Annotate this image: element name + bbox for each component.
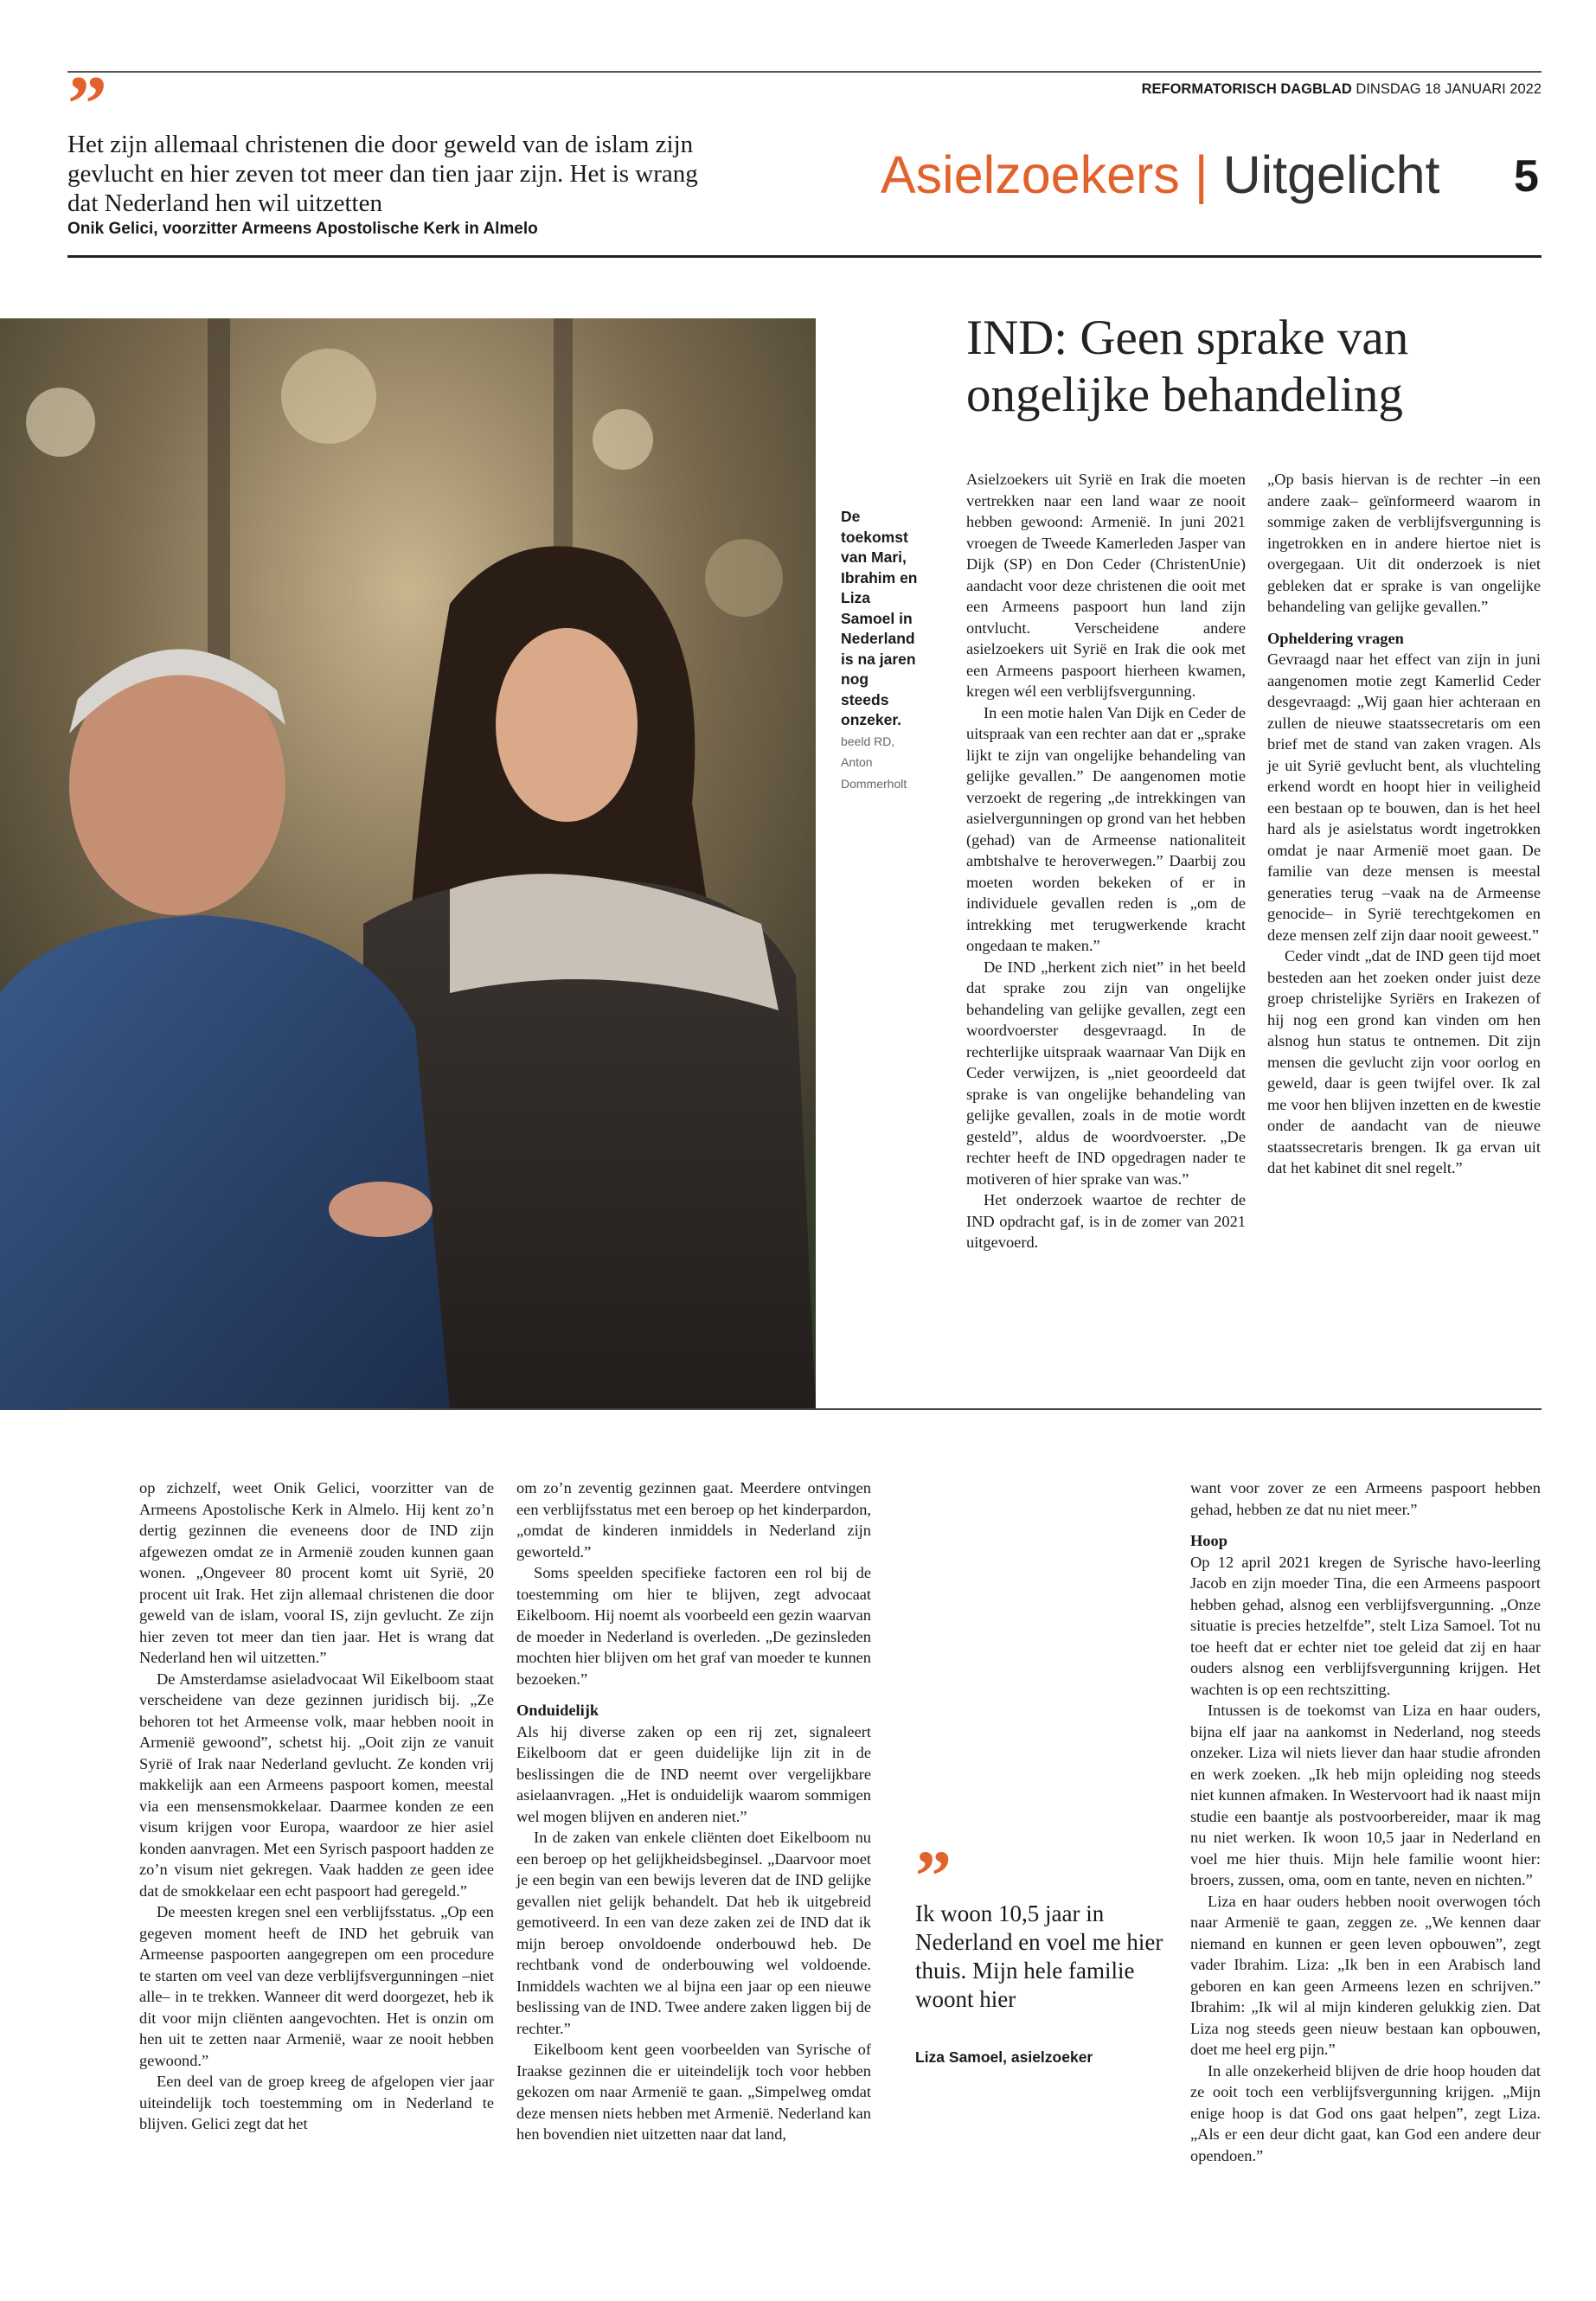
paragraph: Een deel van de groep kreeg de afgelopen vier jaar uiteindelijk toch toestemming om in Nederland te blijven. Gelici zegt dat het bbox=[139, 2073, 494, 2132]
pullquote-mark-icon: ” bbox=[915, 1836, 952, 1917]
top-rule bbox=[67, 71, 1542, 73]
paragraph: In een motie halen Van Dijk en Ceder de uitspraak van een rechter aan dat er „sprake lijkt te zijn van ongelijke behandeling van gelijke gevallen.” De aangenomen motie verzoekt de regering „de intrekkingen van asielvergunningen op grond van het hebben (gehad) van de Armeense nationaliteit ambtshalve te heroverwegen.” Daarbij zou moeten worden bekeken of er in individuele gevallen reden is „om de intrekking met terugwerkende kracht ongedaan te maken.” bbox=[966, 703, 1246, 954]
paragraph: Eikelboom kent geen voorbeelden van Syrische of Iraakse gezinnen die er uiteindelijk toch voor hebben gekozen om naar Armenië te gaan. „Simpelweg omdat deze mensen niets hebben met Armenië. Nederland kan hen bovendien niet uitzetten naar dat land, bbox=[516, 2041, 871, 2143]
issue-date: DINSDAG 18 JANUARI 2022 bbox=[1356, 81, 1542, 97]
paragraph: Intussen is de toekomst van Liza en haar ouders, bijna elf jaar na aankomst in Nederland, nog steeds onzeker. Liza wil niets liever dan haar studie afronden en werk zoeken. „Ik heb mijn opleiding nog steeds niet kunnen afmaken. In Westervoort had ik naast mijn studie een baantje als postvoorbereider, maar ik mag nu niet werken. Ik woon 10,5 jaar in Nederland en voel me hier thuis. Mijn hele familie woont hier: broers, zussen, oma, oom en tante, neven en nichten.” bbox=[1190, 1702, 1541, 1888]
paragraph: op zichzelf, weet Onik Gelici, voorzitter van de Armeens Apostolische Kerk in Almelo. Hij kent zo’n dertig gezinnen die eveneens door de IND zijn afgewezen omdat ze in Armenië zouden kunnen gaan wonen. „Ongeveer 80 procent komt uit Syrië, 20 procent uit Irak. Het zijn allemaal christenen die door geweld van de islam, vooral IS, zijn gevlucht. Ze zijn hier zeven tot meer dan tien jaar. Het is wrang dat Nederland hen wil uitzetten.” bbox=[139, 1479, 494, 1666]
paragraph: In de zaken van enkele cliënten doet Eikelboom nu een beroep op het gelijkheidsbeginsel. „Daarvoor moet je een begin van een bewijs leveren dat de IND gelijke gevallen niet gelijk behandelt. Dat heb ik uitgebreid gemotiveerd. In een van deze zaken zei de IND dat ik mijn beroep onvoldoende onderbouwd heb. De rechtbank vond de onderbouwing wel voldoende. Inmiddels wachten we al bijna een jaar op een nieuwe beslissing van de IND. Twee andere zaken liggen bij de rechter.” bbox=[516, 1829, 871, 2037]
page-number: 5 bbox=[1514, 151, 1539, 202]
caption-text: De toekomst van Mari, Ibrahim en Liza Samoel in Nederland is na jaren nog steeds onzeker. bbox=[841, 508, 918, 728]
section-separator: | bbox=[1194, 145, 1208, 204]
paragraph: Het onderzoek waartoe de rechter de IND opdracht gaf, is in de zomer van 2021 uitgevoerd. bbox=[966, 1191, 1246, 1251]
paragraph: om zo’n zeventig gezinnen gaat. Meerdere ontvingen een verblijfsstatus met een beroep op het kinderpardon, „omdat de kinderen inmiddels in Nederland zijn geworteld.” bbox=[516, 1479, 871, 1561]
section-title bbox=[881, 144, 1439, 206]
publication-name: REFORMATORISCH DAGBLAD bbox=[1141, 81, 1352, 97]
main-col1 bbox=[139, 1477, 494, 2135]
section-name: Asielzoekers bbox=[881, 145, 1180, 204]
subheading: Hoop bbox=[1190, 1532, 1227, 1549]
paragraph: De IND „herkent zich niet” in het beeld dat sprake zou zijn van ongelijke behandeling van gelijke gevallen, zegt een woordvoerster desgevraagd. In de rechterlijke uitspraak waarnaar Van Dijk en Ceder verwijzen, is „niet geoordeeld dat sprake is van ongelijke behandeling van gelijke gevallen, zoals in de motie wordt gesteld”, aldus de woordvoerster. „De rechter heeft de IND opgedragen nader te motiveren of hier sprake van was.” bbox=[966, 958, 1246, 1188]
photo-credit: beeld RD, Anton Dommerholt bbox=[841, 734, 907, 791]
paragraph: De Amsterdamse asieladvocaat Wil Eikelboom staat verscheidene van deze gezinnen juridisch bij. „Ze behoren tot het Armeense volk, maar hebben nooit in Armenië gewoond”, schetst hij. „Ooit zijn ze vanuit Syrië of Irak naar Nederland gevlucht. Ze konden vrij makkelijk aan een Armeens paspoort komen, meestal via een mensensmokkelaar. Daarmee konden ze een visum krijgen voor Europa, waardoor ze hier asiel konden aanvragen. Met een Syrisch paspoort hadden ze zo’n visum niet gekregen. Vaak hadden ze geen idee dat de smokkelaar een echt paspoort had geregeld.” bbox=[139, 1670, 494, 1900]
subsection-name: Uitgelicht bbox=[1222, 145, 1440, 204]
section-divider bbox=[67, 1408, 1542, 1410]
paragraph: Soms speelden specifieke factoren een rol bij de toestemming om hier te blijven, zegt advocaat Eikelboom. Hij noemt als voorbeeld een gezin waarvan de moeder in Nederland is overleden. „De gezinsleden mochten hier blijven om het graf van moeder te kunnen bezoeken.” bbox=[516, 1564, 871, 1688]
paragraph: want voor zover ze een Armeens paspoort hebben gehad, hebben ze dat nu niet meer.” bbox=[1190, 1479, 1541, 1518]
subheading: Onduidelijk bbox=[516, 1702, 599, 1719]
article-headline: IND: Geen sprake van ongelijke behandeling bbox=[966, 311, 1409, 422]
paragraph: Als hij diverse zaken op een rij zet, signaleert Eikelboom dat er geen duidelijke lijn zit in de beslissingen die de IND neemt over vergelijkbare asielaanvragen. „Het is onduidelijk waarom sommigen wel mogen blijven en anderen niet.” bbox=[516, 1722, 871, 1825]
paragraph: Ceder vindt „dat de IND geen tijd moet besteden aan het zoeken onder juist deze groep christelijke Syriërs en Irakezen of hij nog een grond kan vinden om hen alsnog hun status te ontnemen. Dit zijn mensen die gevlucht zijn voor oorlog en geweld, daar is geen twijfel over. Ik zal me voor hen blijven inzetten en de kwestie onder de aandacht van de nieuwe staatssecretaris brengen. Ik ga ervan uit dat het kabinet dit snel regelt.” bbox=[1267, 947, 1541, 1176]
pullquote: Ik woon 10,5 jaar in Nederland en voel me hier thuis. Mijn hele familie woont hier bbox=[915, 1900, 1163, 2012]
main-col3 bbox=[1190, 1477, 1541, 2166]
paragraph: Asielzoekers uit Syrië en Irak die moeten vertrekken naar een land waar ze nooit hebben gewoond: Armenië. In juni 2021 vroegen de Tweede Kamerleden Jasper van Dijk (SP) en Don Ceder (ChristenUnie) aandacht voor deze christenen die ooit met een Armeens paspoort hun land zijn ontvlucht. Verscheidene andere asielzoekers uit Syrië en Irak die ook met een Armeens paspoort hierheen kwamen, kregen wél een verblijfsvergunning. bbox=[966, 471, 1246, 700]
header-rule bbox=[67, 255, 1542, 258]
pullquote-source: Liza Samoel, asielzoeker bbox=[915, 2048, 1093, 2066]
photo-caption bbox=[841, 507, 919, 794]
article1-col2 bbox=[1267, 469, 1541, 1179]
paragraph: Liza en haar ouders hebben nooit overwogen tóch naar Armenië te gaan, zeggen ze. „We kennen daar niemand en kunnen er geen leven opbouwen”, zegt vader Ibrahim. Liza: „Ik ben in een Arabisch land geboren en kan geen Armeens lezen en schrijven.” Ibrahim: „Ik wil al mijn kinderen gelukkig zien. Dat Liza nog steeds geen nieuw bestaan kan opbouwen, doet me heel erg pijn.” bbox=[1190, 1892, 1541, 2058]
header-quote: Het zijn allemaal christenen die door geweld van de islam zijn gevlucht en hier zeven tot meer dan tien jaar zijn. Het is wrang dat Nederland hen wil uitzetten bbox=[67, 131, 698, 217]
quote-mark-icon: ” bbox=[67, 60, 107, 148]
paragraph: In alle onzekerheid blijven de drie hoop houden dat ze ooit toch een verblijfsvergunning krijgen. „Mijn enige hoop is dat God ons gaat helpen”, zegt Liza. „Als er een deur dicht gaat, kan God een andere deur opendoen.” bbox=[1190, 2061, 1541, 2164]
paragraph: Gevraagd naar het effect van zijn in juni aangenomen motie zegt Kamerlid Ceder desgevraagd: „Wij gaan hier achteraan en zullen de nieuwe staatssecretaris om een brief met de stand van zaken vragen. Als je uit Syrië gevlucht bent, als vluchteling erkend wordt en hoopt hier in veiligheid een bestaan op te bouwen, dan is het heel hard als je asielstatus wordt ingetrokken omdat je naar Armenië moet gaan. De familie van deze mensen is meestal generaties terug –vaak na de Armeense genocide– in Syrië terechtgekomen en deze mensen zelf zijn daar nooit geweest.” bbox=[1267, 651, 1541, 944]
header-quote-source: Onik Gelici, voorzitter Armeens Apostolische Kerk in Almelo bbox=[67, 220, 538, 238]
paragraph: „Op basis hiervan is de rechter –in een andere zaak– geïnformeerd waarom in sommige zaken de verblijfsvergunning is ingetrokken en in andere hiertoe niet is overgegaan. Uit dit onderzoek is niet gebleken dat er sprake is van ongelijke behandeling van gelijke gevallen.” bbox=[1267, 471, 1541, 615]
subheading: Opheldering vragen bbox=[1267, 629, 1404, 647]
masthead bbox=[1142, 81, 1542, 98]
photo bbox=[0, 318, 816, 1410]
paragraph: Op 12 april 2021 kregen de Syrische havo-leerling Jacob en zijn moeder Tina, die een Armeens paspoort hebben gehad, alsnog een verblijfsvergunning. „Onze situatie is precies hetzelfde”, stelt Liza Samoel. Tot nu toe heeft dat er echter niet toe geleid dat zij en haar ouders alsnog een verblijfsvergunning krijgen. Het wachten is op een rechtszitting. bbox=[1190, 1553, 1541, 1698]
article1-col1 bbox=[966, 469, 1246, 1253]
paragraph: De meesten kregen snel een verblijfsstatus. „Op een gegeven moment heeft de IND het gebruik van Armeense paspoorten aangegrepen om een procedure te starten om veel van deze verblijfsvergunningen –niet alle– in te trekken. Wanneer dit werd doorgezet, heb ik dit voor mijn cliënten aangevochten. Het is onzin om hen uit te zetten naar Armenië, waar ze nooit hebben gewoond.” bbox=[139, 1903, 494, 2069]
main-col2 bbox=[516, 1477, 871, 2145]
